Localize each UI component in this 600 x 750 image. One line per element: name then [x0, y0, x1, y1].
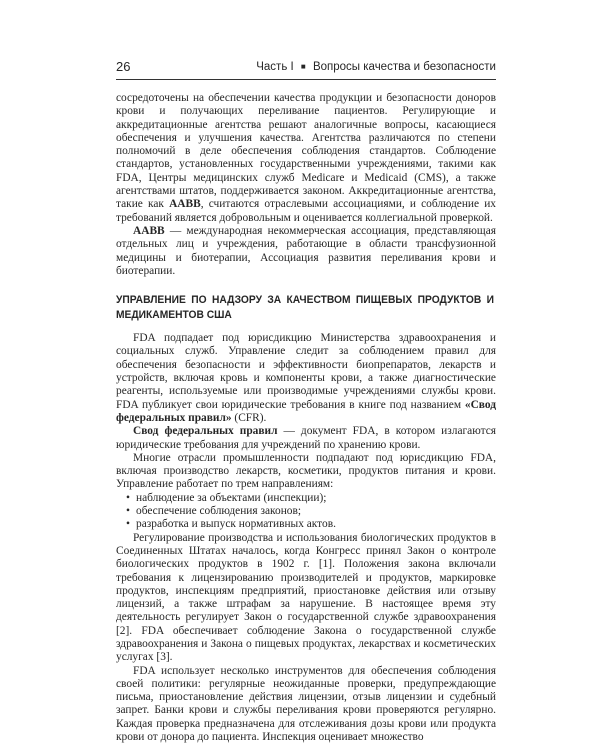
paragraph-1-text: сосредоточены на обеспечении качества продукции и безопасности доноров крови и получающих переливание пациентов. Регулирующие и аккредитационные агентства решают аналогичные вопросы, касающиеся обеспечения и улучшения качества. Агентства различаются по степени полномочий в деле обеспечения соблюдения стандартов. Соблюдение стандартов, установленных государственными учреждениями, такими как FDA, Центры медицинских служб Medicare и Medicaid (CMS), а также агентствами штатов, поддерживается законом. Аккредитационные агентства, такие как: [116, 92, 496, 211]
section-heading: УПРАВЛЕНИЕ ПО НАДЗОРУ ЗА КАЧЕСТВОМ ПИЩЕВЫХ ПРОДУКТОВ И МЕДИКАМЕНТОВ США: [116, 294, 494, 322]
cfr-term: «Свод федеральных правил»: [116, 398, 496, 424]
header-rule: [116, 79, 496, 80]
page-number: 26: [116, 59, 131, 74]
paragraph-3: [116, 332, 496, 425]
paragraph-2-text: — международная некоммерческая ассоциация, представляющая отдельных лиц и учреждения, работающие в области трансфузионной медицины и биотерапии, Ассоциация развития переливания крови и биотерапии.: [116, 224, 496, 277]
cfr-definition-term: Свод федеральных правил: [133, 425, 278, 438]
aabb-definition-term: AABB: [133, 224, 165, 237]
section-title: Вопросы качества и безопасности: [312, 61, 496, 73]
part-label: Часть I: [256, 61, 294, 73]
bullet-list: [116, 492, 496, 532]
paragraph-5: Многие отрасли промышленности подпадают под юрисдикцию FDA, включая производство лекарств, косметики, продуктов питания и крови. Управление работает по трем направлениям:: [116, 451, 496, 491]
body-text: [116, 92, 496, 744]
list-item: • обеспечение соблюдения законов;: [126, 505, 496, 518]
paragraph-1-tail: , считаются отраслевыми ассоциациями, и соблюдение их требований является добровольным и оценивается коллегиальной проверкой.: [116, 198, 496, 224]
aabb-term: AABB: [169, 198, 201, 211]
paragraph-7: FDA использует несколько инструментов для обеспечения соблюдения своей политики: регулярные неожиданные проверки, предупреждающие письма, приостановление действия лицензии, отзыв лицензии и судебный запрет. Банки крови и службы переливания крови проверяются регулярно. Каждая проверка предназначена для отслеживания дозы крови или продукта крови от донора до пациента. Инспекция оценивает множество: [116, 664, 496, 744]
list-item: • наблюдение за объектами (инспекции);: [126, 492, 496, 505]
running-head: [116, 56, 496, 74]
paragraph-4: [116, 425, 496, 452]
paragraph-3-text: FDA подпадает под юрисдикцию Министерства здравоохранения и социальных служб. Управление следит за соблюдением правил для обеспечения безопасности и эффективности биопрепаратов, лекарств и устройств, включая кровь и компоненты крови, а также диагностические реагенты, используемые или производимые учреждениями службы крови. FDA публикует свои юридические требования в книге под названием: [116, 332, 496, 411]
paragraph-1: [116, 92, 496, 225]
paragraph-2: [116, 225, 496, 278]
list-item: • разработка и выпуск нормативных актов.: [126, 518, 496, 531]
square-separator-icon: ■: [300, 62, 306, 71]
paragraph-4-text: — документ FDA, в котором излагаются юридические требования для учреждений по хранению крови.: [116, 425, 497, 451]
running-title: [256, 60, 496, 74]
paragraph-6: Регулирование производства и использования биологических продуктов в Соединенных Штатах началось, когда Конгресс принял Закон о контроле биологических продуктов в 1902 г. [1]. Положения закона включали требования к лицензированию производителей и продуктов, маркировке продуктов, инспекциям предприятий, приостановке действия или отзыву лицензий, а также штрафам за нарушение. В настоящее время эту деятельность регулирует Закон о государственной службе здравоохранения [2]. FDA обеспечивает соблюдение Закона о государственной службе здравоохранения и Закона о пищевых продуктах, лекарствах и косметических услугах [3].: [116, 531, 496, 664]
paragraph-3-tail: (CFR).: [231, 411, 267, 424]
